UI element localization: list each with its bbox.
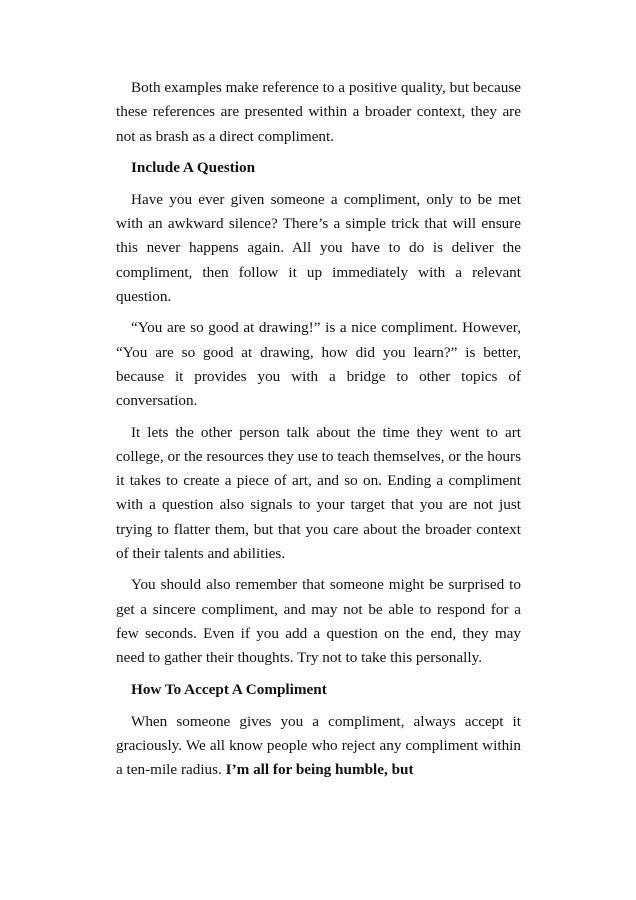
paragraph-text: When someone gives you a compliment, always accept it graciously. We all know people who reject any compliment within a ten-mile radius.: [116, 712, 521, 779]
paragraph-drawing-example: [116, 316, 521, 413]
paragraph-text: Both examples make reference to a positive quality, but because these references are presented within a broader context, they are not as brash as a direct compliment.: [116, 79, 521, 145]
document-page: [116, 76, 521, 789]
paragraph-accept-graciously: [116, 710, 521, 783]
paragraph-text: It lets the other person talk about the time they went to art college, or the resources they use to teach themselves, or the hours it takes to create a piece of art, and so on. Ending a compliment with a question also signals to your target that you are not just trying to flatter them, but that you care about the broader context of their talents and abilities.: [116, 423, 521, 563]
paragraph-awkward-silence: [116, 188, 521, 309]
paragraph-examples: [116, 76, 521, 149]
bold-text: I’m all for being humble, but: [225, 761, 414, 779]
paragraph-art-college: [116, 421, 521, 567]
paragraph-surprised: [116, 573, 521, 670]
heading-include-a-question: Include A Question: [131, 158, 256, 176]
heading-how-to-accept: How To Accept A Compliment: [131, 680, 327, 698]
paragraph-text: “You are so good at drawing!” is a nice compliment. However, “You are so good at drawing, how did you learn?” is better, because it provides you with a bridge to other topics of conversation.: [116, 319, 521, 410]
paragraph-text: You should also remember that someone might be surprised to get a sincere compliment, and may not be able to respond for a few seconds. Even if you add a question on the end, they may need to gather their thoughts. Try not to take this personally.: [116, 576, 521, 667]
paragraph-text: Have you ever given someone a compliment, only to be met with an awkward silence? There’s a simple trick that will ensure this never happens again. All you have to do is deliver the compliment, then follow it up immediately with a relevant question.: [116, 190, 521, 306]
